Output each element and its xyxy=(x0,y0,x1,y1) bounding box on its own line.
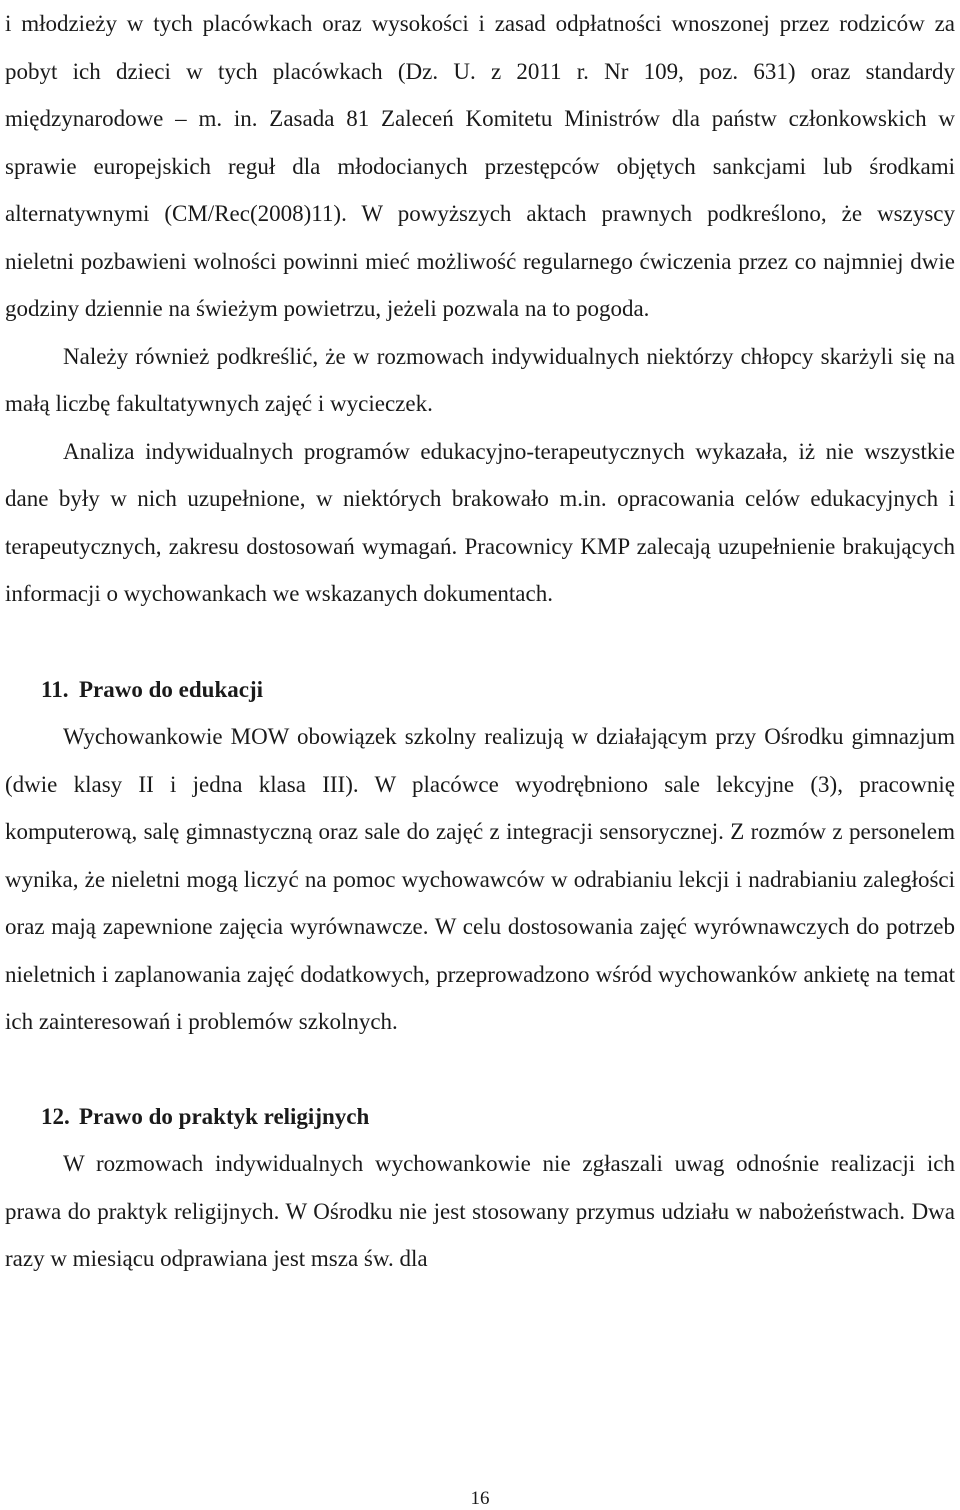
section-spacer xyxy=(5,618,955,666)
section-spacer xyxy=(5,1046,955,1093)
section-heading-education xyxy=(5,666,955,714)
section-number: 11. xyxy=(41,676,69,702)
section-title: Prawo do edukacji xyxy=(79,676,263,702)
section-heading-religious-practices xyxy=(5,1093,955,1141)
paragraph-complaints: Należy również podkreślić, że w rozmowach indywidualnych niektórzy chłopcy skarżyli się na małą liczbę fakultatywnych zajęć i wycieczek. xyxy=(5,343,955,416)
section-number: 12. xyxy=(41,1103,70,1129)
document-page xyxy=(5,0,955,1283)
paragraph-religious-practices: W rozmowach indywidualnych wychowankowie nie zgłaszali uwag odnośnie realizacji ich prawa do praktyk religijnych. W Ośrodku nie jest stosowany przymus udziału w nabożeństwach. Dwa razy w miesiącu odprawiana jest msza św. dla xyxy=(5,1151,955,1271)
section-title: Prawo do praktyk religijnych xyxy=(79,1103,370,1129)
paragraph-continuation: i młodzieży w tych placówkach oraz wysokości i zasad odpłatności wnoszonej przez rodziców za pobyt ich dzieci w tych placówkach (Dz. U. z 2011 r. Nr 109, poz. 631) oraz standardy międzynarodowe – m. in. Zasada 81 Zaleceń Komitetu Ministrów dla państw członkowskich w sprawie europejskich reguł dla młodocianych przestępców objętych sankcjami lub środkami alternatywnymi (CM/Rec(2008)11). W powyższych aktach prawnych podkreślono, że wszyscy nieletni pozbawieni wolności powinni mieć możliwość regularnego ćwiczenia przez co najmniej dwie godziny dziennie na świeżym powietrzu, jeżeli pozwala na to pogoda. xyxy=(5,11,955,321)
page-number: 16 xyxy=(470,1488,490,1509)
paragraph-programs-analysis: Analiza indywidualnych programów edukacyjno-terapeutycznych wykazała, iż nie wszystkie dane były w nich uzupełnione, w niektórych brakowało m.in. opracowania celów edukacyjnych i terapeutycznych, zakresu dostosowań wymagań. Pracownicy KMP zalecają uzupełnienie brakujących informacji o wychowankach we wskazanych dokumentach. xyxy=(5,438,955,606)
paragraph-education: Wychowankowie MOW obowiązek szkolny realizują w działającym przy Ośrodku gimnazjum (dwie klasy II i jedna klasa III). W placówce wyodrębniono sale lekcyjne (3), pracownię komputerową, salę gimnastyczną oraz sale do zajęć z integracji sensorycznej. Z rozmów z personelem wynika, że nieletni mogą liczyć na pomoc wychowawców w odrabianiu lekcji i nadrabianiu zaległości oraz mają zapewnione zajęcia wyrównawcze. W celu dostosowania zajęć wyrównawczych do potrzeb nieletnich i zaplanowania zajęć dodatkowych, przeprowadzono wśród wychowanków ankietę na temat ich zainteresowań i problemów szkolnych. xyxy=(5,724,955,1034)
